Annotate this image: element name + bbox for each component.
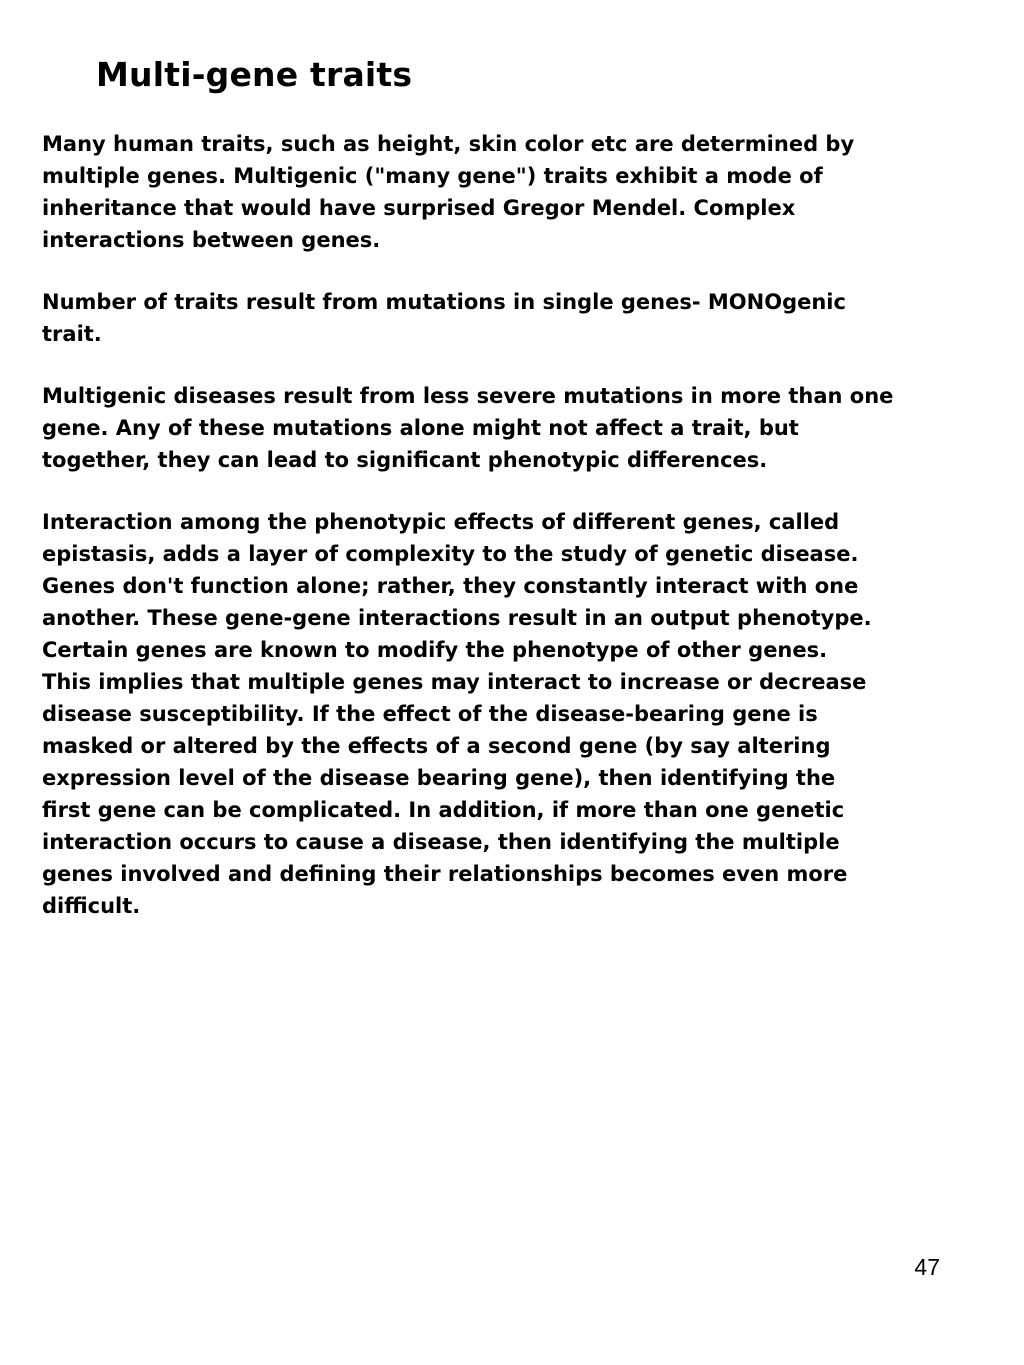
page-number: 47: [914, 1254, 940, 1280]
paragraph-multigenic-diseases: Multigenic diseases result from less severe mutations in more than one gene. Any of these mutations alone might not affect a trait, but together, they can lead to significant phenotypic differences.: [42, 384, 894, 472]
body-text: [42, 128, 1002, 952]
page-title: Multi-gene traits: [96, 55, 413, 94]
paragraph-monogenic: Number of traits result from mutations in single genes- MONOgenic trait.: [42, 290, 846, 346]
paragraph-epistasis: Interaction among the phenotypic effects of different genes, called epistasis, adds a layer of complexity to the study of genetic disease. Genes don't function alone; rather, they constantly interact with one another. These gene-gene interactions result in an output phenotype. Certain genes are known to modify the phenotype of other genes. This implies that multiple genes may interact to increase or decrease disease susceptibility. If the effect of the disease-bearing gene is masked or altered by the effects of a second gene (by say altering expression level of the disease bearing gene), then identifying the first gene can be complicated. In addition, if more than one genetic interaction occurs to cause a disease, then identifying the multiple genes involved and defining their relationships becomes even more difficult.: [42, 510, 872, 918]
paragraph-intro: Many human traits, such as height, skin color etc are determined by multiple genes. Multigenic ("many gene") traits exhibit a mode of inheritance that would have surprised Gregor Mendel. Complex interactions between genes.: [42, 132, 855, 252]
